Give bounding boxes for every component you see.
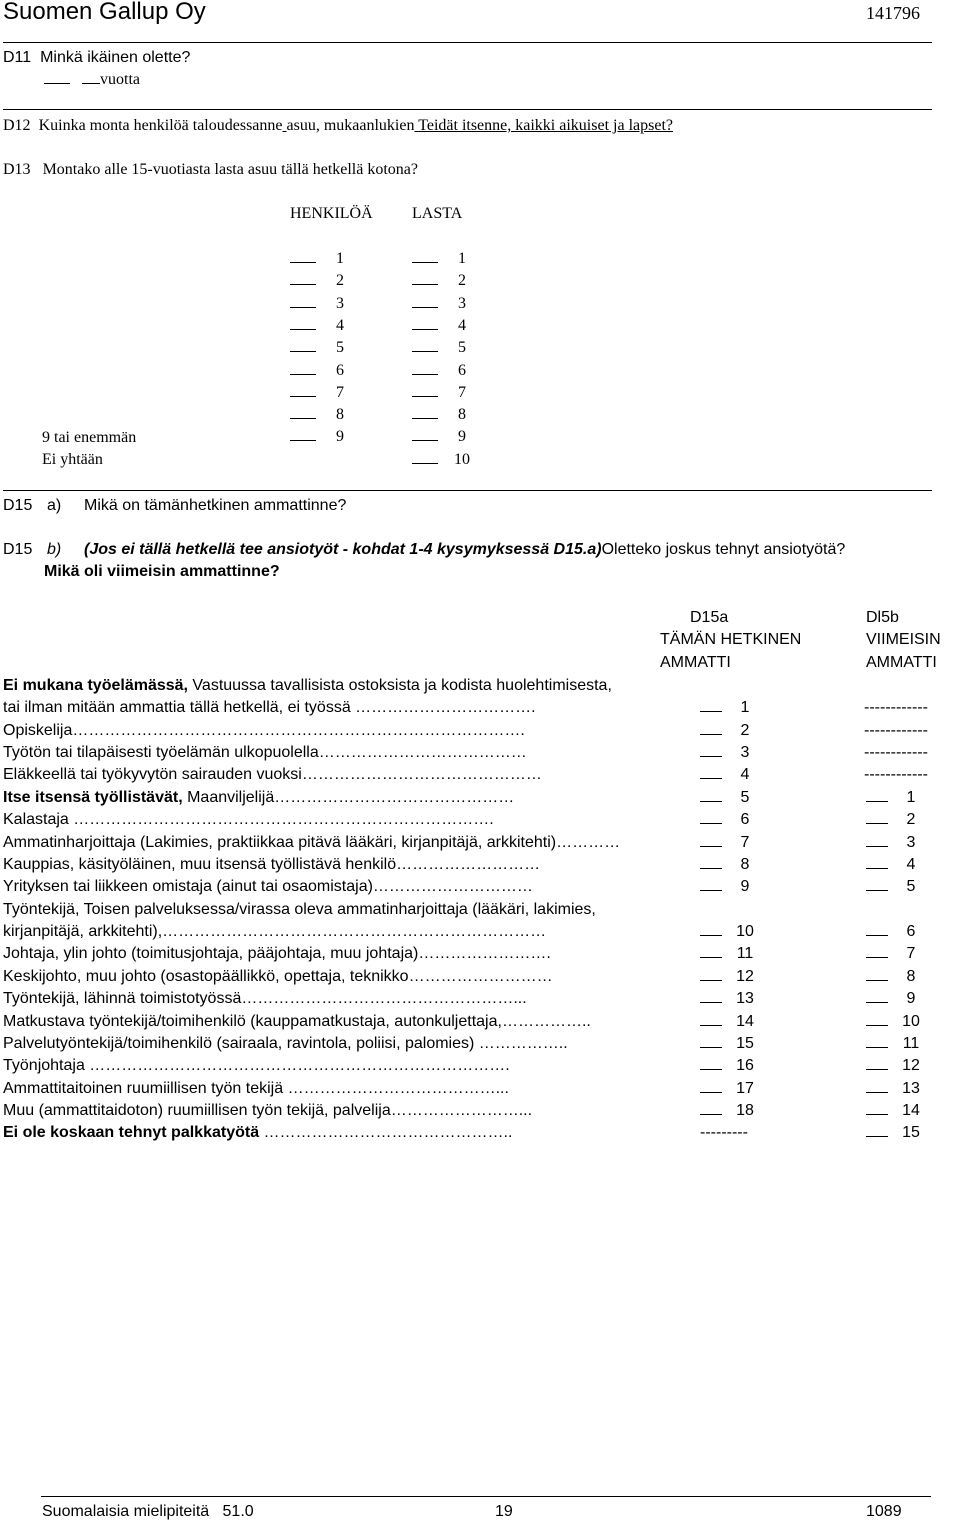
d11-question [3,49,190,67]
d13-person-value: 8 [336,406,344,423]
occupation-label: Kauppias, käsityöläinen, muu itsensä työllistävä henkilö……………………… [3,856,541,873]
d13-code: D13 [3,161,31,178]
d13-child-value: 3 [458,295,466,312]
occupation-label: Yrityksen tai liikkeen omistaja (ainut tai osaomistaja)………………………… [3,878,533,895]
occupation-label: Maanviljelijä……………………………………… [182,789,515,806]
d13-rule [3,490,932,491]
d13-label-9plus: 9 tai enemmän [42,429,137,446]
occupation-label: Työnjohtaja ……………………………………………………………………. [3,1057,510,1074]
occupation-label: Vastuussa tavallisista ostoksista ja kodista huolehtimisesta, [187,677,612,694]
d13-child-option[interactable] [412,317,486,335]
col-b-value: ------------ [864,766,928,783]
col-b-option[interactable] [866,856,934,874]
occupation-row [3,856,540,874]
col-b-value: 10 [902,1013,920,1030]
company-name: Suomen Gallup Oy [3,0,206,25]
col-a-value: 8 [740,856,750,873]
d13-child-option[interactable] [412,451,486,469]
occupation-row [3,722,525,740]
d13-child-option[interactable] [412,250,486,268]
col-b-value: ------------ [864,744,928,761]
d12-text-c: Teidät itsenne, kaikki aikuiset ja lapset? [418,117,673,134]
col-a-option[interactable] [700,1035,768,1053]
footer-version: 51.0 [222,1503,254,1520]
d13-person-value: 9 [336,428,344,445]
col-b-option[interactable] [866,968,934,986]
footer-title [42,1503,254,1521]
col-a-option [700,1124,748,1142]
col-b-code: Dl5b [866,609,899,626]
d13-person-value: 3 [336,295,344,312]
col-a-option[interactable] [700,968,768,986]
d13-person-value: 4 [336,317,344,334]
header-rule [3,42,932,43]
col-a-value: 3 [740,744,750,761]
col-b-option [864,744,928,762]
col-b-value: 5 [906,878,916,895]
occupation-label: tai ilman mitään ammattia tällä hetkellä, ei työssä ……………………………. [3,699,536,716]
d13-person-value: 2 [336,272,344,289]
footer-number: 1089 [866,1503,902,1520]
col-b-line2: AMMATTI [866,654,937,671]
d13-person-option[interactable] [290,362,364,380]
col-a-line2: AMMATTI [660,654,731,671]
d11-answer [44,71,140,89]
d13-question [3,161,418,179]
occupation-group-label: Ei mukana työelämässä, [3,677,188,694]
col-b-value: ------------ [864,722,928,739]
col-b-option [864,722,928,740]
col-b-value: 15 [902,1124,920,1141]
occupation-label: Matkustava työntekijä/toimihenkilö (kauppamatkustaja, autonkuljettaja,…………….. [3,1013,591,1030]
occupation-label: Ammatinharjoittaja (Lakimies, praktiikkaa pitävä lääkäri, kirjanpitäjä, arkkitehti)………… [3,834,621,851]
col-b-option[interactable] [866,1057,934,1075]
d15a-code: D15 [3,497,33,514]
col-a-value: 7 [740,834,750,851]
footer-page: 19 [495,1503,513,1520]
d15b-instruction: (Jos ei tällä hetkellä tee ansiotyöt - kohdat 1-4 kysymyksessä D15.a) [84,541,602,558]
col-b-value: 7 [906,945,916,962]
col-b-value: 4 [906,856,916,873]
col-b-value: ------------ [864,699,928,716]
d13-person-option[interactable] [290,339,364,357]
col-a-value: 11 [736,945,754,962]
d13-col-children: LASTA [412,205,463,222]
d13-child-value: 8 [458,406,466,423]
d11-text: Minkä ikäinen olette? [40,49,191,66]
d13-person-option[interactable] [290,406,364,424]
d13-child-value: 1 [458,250,466,267]
col-a-option[interactable] [700,744,768,762]
d15a-question: Mikä on tämänhetkinen ammattinne? [84,497,347,514]
d13-child-option[interactable] [412,406,486,424]
d13-person-option[interactable] [290,384,364,402]
occupation-row [3,1124,512,1142]
occupation-row [3,1035,568,1053]
d11-blank[interactable] [44,83,70,84]
col-a-option[interactable] [700,699,768,717]
col-b-value: 12 [902,1057,920,1074]
col-a-value: 13 [736,990,754,1007]
col-b-option[interactable] [866,878,934,896]
survey-id: 141796 [866,3,920,23]
d13-person-value: 1 [336,250,344,267]
col-a-option[interactable] [700,789,768,807]
occupation-label: Työntekijä, Toisen palveluksessa/virassa oleva ammatinharjoittaja (lääkäri, lakimies, [3,901,596,918]
d13-person-value: 7 [336,384,344,401]
col-a-value: 18 [736,1102,754,1119]
d13-person-option[interactable] [290,295,364,313]
d13-person-option[interactable] [290,317,364,335]
col-b-value: 13 [902,1080,920,1097]
col-a-value: 12 [736,968,754,985]
d12-text-a: Kuinka monta henkilöä taloudessanne [38,117,283,134]
d11-code: D11 [3,49,32,66]
occupation-row [3,968,553,986]
d15a-sub: a) [47,497,62,514]
d13-child-option[interactable] [412,428,486,446]
col-a-option[interactable] [700,1013,768,1031]
col-b-option[interactable] [866,834,934,852]
col-b-value: 2 [906,811,916,828]
col-b-option[interactable] [866,1080,934,1098]
col-a-option[interactable] [700,878,768,896]
col-b-option[interactable] [866,1013,934,1031]
col-a-option[interactable] [700,1102,768,1120]
d13-child-option[interactable] [412,384,486,402]
occupation-label: Työtön tai tilapäisesti työelämän ulkopuolella………………………………… [3,744,527,761]
occupation-label: ……………………………………….. [259,1124,513,1141]
d13-child-value: 10 [454,451,470,468]
col-a-code: D15a [690,609,729,626]
col-a-line1: TÄMÄN HETKINEN [660,631,802,648]
d13-child-option[interactable] [412,272,486,290]
d13-child-option[interactable] [412,339,486,357]
d13-person-option[interactable] [290,272,364,290]
col-b-value: 1 [906,789,916,806]
col-b-option [864,766,928,784]
occupation-row [3,990,527,1008]
col-b-option[interactable] [866,1035,934,1053]
occupation-row [3,945,551,963]
col-b-value: 6 [906,923,916,940]
occupation-row [3,789,514,807]
col-a-option[interactable] [700,1080,768,1098]
d13-child-value: 4 [458,317,466,334]
col-b-option [864,699,928,717]
col-a-value: 4 [740,766,750,783]
footer-rule [41,1496,931,1497]
col-b-option[interactable] [866,945,934,963]
occupation-label: Opiskelija…………………………………………………………………………. [3,722,525,739]
d15b-question: Oletteko joskus tehnyt ansiotyötä? [601,541,846,558]
col-a-value: 10 [736,923,754,940]
occupation-group-label: Ei ole koskaan tehnyt palkkatyötä [3,1124,260,1141]
d13-child-value: 9 [458,428,466,445]
occupation-group-label: Itse itsensä työllistävät, [3,789,183,806]
col-a-value: 2 [740,722,750,739]
col-b-value: 8 [906,968,916,985]
d11-unit: vuotta [100,71,140,88]
col-a-value: 16 [736,1057,754,1074]
occupation-row [3,1013,591,1031]
d15b-sub: b) [47,541,62,558]
col-a-option[interactable] [700,923,768,941]
col-a-value: 14 [736,1013,754,1030]
d15b-question-line [84,541,845,559]
d12-text-b: asuu, mukaanlukien [286,117,415,134]
occupation-label: Kalastaja ……………………………………………………………………. [3,811,494,828]
d13-child-value: 7 [458,384,466,401]
col-a-option[interactable] [700,766,768,784]
col-a-option[interactable] [700,990,768,1008]
d13-child-value: 5 [458,339,466,356]
d13-child-value: 6 [458,362,466,379]
col-a-option[interactable] [700,945,768,963]
d13-person-value: 5 [336,339,344,356]
occupation-row [3,811,494,829]
col-a-value: 17 [736,1080,754,1097]
col-a-option[interactable] [700,811,768,829]
d15b-code: D15 [3,541,33,558]
d11-rule [3,109,932,110]
occupation-row [3,699,536,717]
col-b-value: 11 [902,1035,920,1052]
d13-child-option[interactable] [412,295,486,313]
col-b-value: 14 [902,1102,920,1119]
occupation-row [3,1102,532,1120]
occupation-label: Eläkkeellä tai työkyvytön sairauden vuoksi……………………………………… [3,766,542,783]
occupation-label: Muu (ammattitaidoton) ruumiillisen työn tekijä, palvelija……………………... [3,1102,533,1119]
occupation-label: Palvelutyöntekijä/toimihenkilö (sairaala, ravintola, poliisi, palomies) …………….. [3,1035,568,1052]
d13-person-option[interactable] [290,428,364,446]
d13-col-persons: HENKILÖÄ [290,205,373,222]
occupation-row [3,766,542,784]
d12-code: D12 [3,117,31,134]
d13-label-none: Ei yhtään [42,451,103,468]
occupation-row [3,677,612,695]
occupation-row [3,834,620,852]
col-a-option[interactable] [700,834,768,852]
col-a-value: 1 [740,699,750,716]
occupation-row [3,901,596,919]
col-b-value: 3 [906,834,916,851]
occupation-row [3,1080,509,1098]
d13-person-option[interactable] [290,250,364,268]
occupation-row [3,1057,510,1075]
occupation-label: Johtaja, ylin johto (toimitusjohtaja, pääjohtaja, muu johtaja)……………………. [3,945,551,962]
d13-child-value: 2 [458,272,466,289]
col-b-option[interactable] [866,990,934,1008]
d13-text: Montako alle 15-vuotiasta lasta asuu tällä hetkellä kotona? [42,161,418,178]
col-a-value: 15 [736,1035,754,1052]
occupation-label: kirjanpitäjä, arkkitehti),……………………………………………………………… [3,923,547,940]
d15b-question2: Mikä oli viimeisin ammattinne? [44,563,280,580]
occupation-label: Ammattitaitoinen ruumiillisen työn tekijä …………………………………... [3,1080,509,1097]
col-b-option[interactable] [866,1102,934,1120]
occupation-label: Työntekijä, lähinnä toimistotyössä……………………………………………... [3,990,527,1007]
col-b-line1: VIIMEISIN [866,631,941,648]
occupation-label: Keskijohto, muu johto (osastopäällikkö, opettaja, teknikko……………………… [3,968,553,985]
d12-question [3,117,673,135]
occupation-row [3,878,533,896]
col-a-option[interactable] [700,1057,768,1075]
occupation-row [3,923,546,941]
footer-title-text: Suomalaisia mielipiteitä [42,1503,210,1520]
col-a-option[interactable] [700,856,768,874]
d13-person-value: 6 [336,362,344,379]
col-b-option[interactable] [866,923,934,941]
col-a-value: 6 [740,811,750,828]
col-b-option[interactable] [866,1124,934,1142]
col-a-value: 5 [740,789,750,806]
col-b-option[interactable] [866,789,934,807]
col-b-option[interactable] [866,811,934,829]
col-b-value: 9 [906,990,916,1007]
col-a-option[interactable] [700,722,768,740]
col-a-value: 9 [740,878,750,895]
occupation-row [3,744,527,762]
col-a-value: --------- [700,1124,748,1141]
d13-child-option[interactable] [412,362,486,380]
